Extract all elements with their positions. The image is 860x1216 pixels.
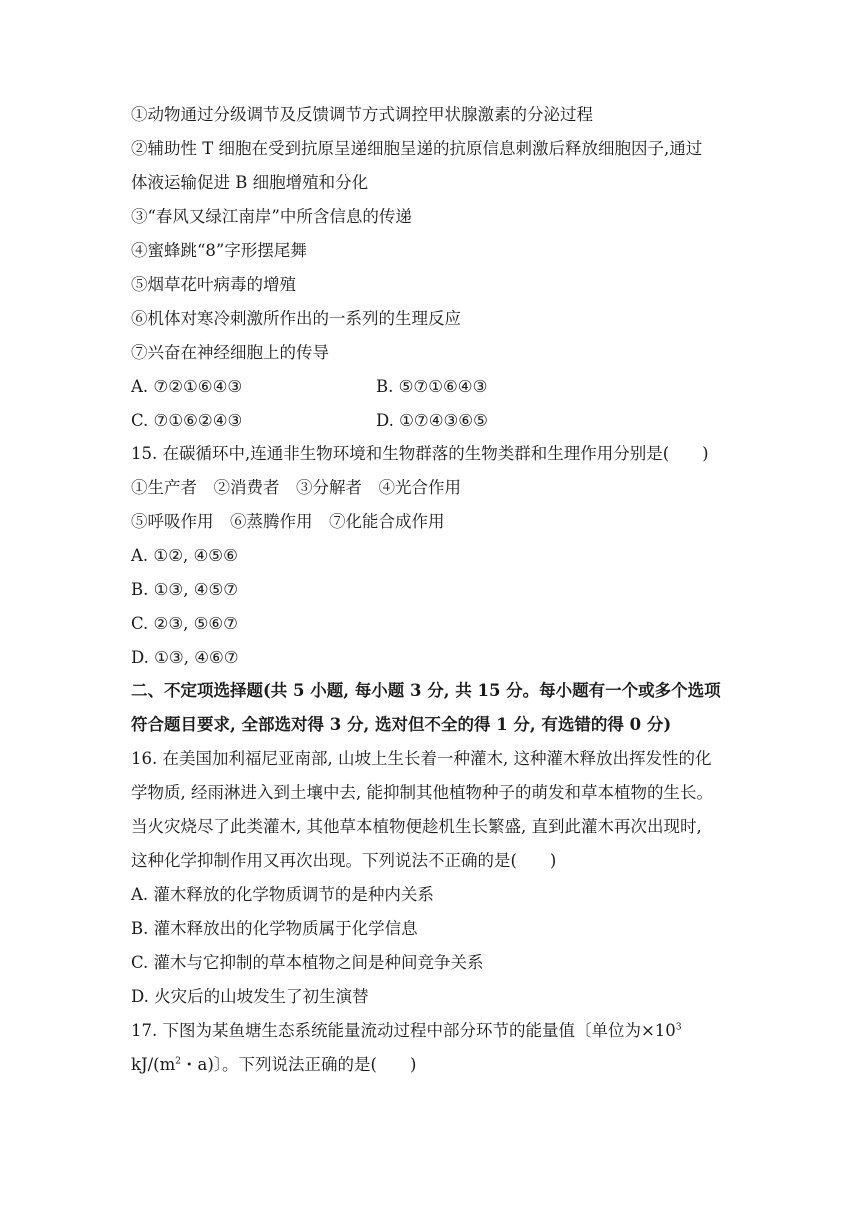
statement-5: ⑤烟草花叶病毒的增殖 <box>131 275 296 294</box>
q17-stem-line-1 <box>131 1020 682 1042</box>
q16-stem-line-4: 这种化学抑制作用又再次出现。下列说法不正确的是( ) <box>131 851 557 870</box>
q15-option-a[interactable]: A. ①②, ④⑤⑥ <box>131 546 238 565</box>
statement-7: ⑦兴奋在神经细胞上的传导 <box>131 343 329 362</box>
q15-list-1: ①生产者 ②消费者 ③分解者 ④光合作用 <box>131 478 461 497</box>
q17-stem-line-2 <box>131 1054 416 1076</box>
statement-6: ⑥机体对寒冷刺激所作出的一系列的生理反应 <box>131 309 461 328</box>
statement-4: ④蜜蜂跳“8”字形摆尾舞 <box>131 241 307 260</box>
q17-stem-text-2a: kJ/(m <box>131 1055 176 1074</box>
q14-option-b[interactable]: B. ⑤⑦①⑥④③ <box>376 377 488 396</box>
q15-option-d[interactable]: D. ①③, ④⑥⑦ <box>131 648 239 667</box>
q16-stem-line-3: 当火灾烧尽了此类灌木, 其他草本植物便趁机生长繁盛, 直到此灌木再次出现时, <box>131 817 702 836</box>
q14-option-a[interactable]: A. ⑦②①⑥④③ <box>131 377 243 396</box>
statement-2: ②辅助性 T 细胞在受到抗原呈递细胞呈递的抗原信息刺激后释放细胞因子,通过 <box>131 139 703 158</box>
statement-1: ①动物通过分级调节及反馈调节方式调控甲状腺激素的分泌过程 <box>131 105 593 124</box>
q16-stem-line-1: 16. 在美国加利福尼亚南部, 山坡上生长着一种灌木, 这种灌木释放出挥发性的化 <box>131 749 712 768</box>
q16-option-b[interactable]: B. 灌木释放出的化学物质属于化学信息 <box>131 919 418 938</box>
q17-stem-text-1: 17. 下图为某鱼塘生态系统能量流动过程中部分环节的能量值〔单位为×10 <box>131 1021 676 1040</box>
section-heading-line-1: 二、不定项选择题(共 5 小题, 每小题 3 分, 共 15 分。每小题有一个或多个选项 <box>131 681 721 700</box>
statement-3: ③“春风又绿江南岸”中所含信息的传递 <box>131 207 412 226</box>
exponent: 3 <box>675 1022 682 1033</box>
q16-option-d[interactable]: D. 火灾后的山坡发生了初生演替 <box>131 987 369 1006</box>
statement-2-cont: 体液运输促进 B 细胞增殖和分化 <box>131 173 369 192</box>
q15-option-b[interactable]: B. ①③, ④⑤⑦ <box>131 580 239 599</box>
q16-option-c[interactable]: C. 灌木与它抑制的草本植物之间是种间竞争关系 <box>131 953 484 972</box>
q17-stem-text-2b: ・a)〕。下列说法正确的是( ) <box>181 1055 417 1074</box>
q16-stem-line-2: 学物质, 经雨淋进入到土壤中去, 能抑制其他植物种子的萌发和草本植物的生长。 <box>131 783 713 802</box>
section-heading-line-2: 符合题目要求, 全部选对得 3 分, 选对但不全的得 1 分, 有选错的得 0 分) <box>131 715 672 734</box>
square-superscript: 2 <box>175 1056 181 1067</box>
q14-option-c[interactable]: C. ⑦①⑥②④③ <box>131 411 243 430</box>
q15-option-c[interactable]: C. ②③, ⑤⑥⑦ <box>131 614 238 633</box>
q15-list-2: ⑤呼吸作用 ⑥蒸腾作用 ⑦化能合成作用 <box>131 512 445 531</box>
q14-option-d[interactable]: D. ①⑦④③⑥⑤ <box>376 411 488 430</box>
q16-option-a[interactable]: A. 灌木释放的化学物质调节的是种内关系 <box>131 885 434 904</box>
q15-stem: 15. 在碳循环中,连通非生物环境和生物群落的生物类群和生理作用分别是( ) <box>131 444 709 463</box>
